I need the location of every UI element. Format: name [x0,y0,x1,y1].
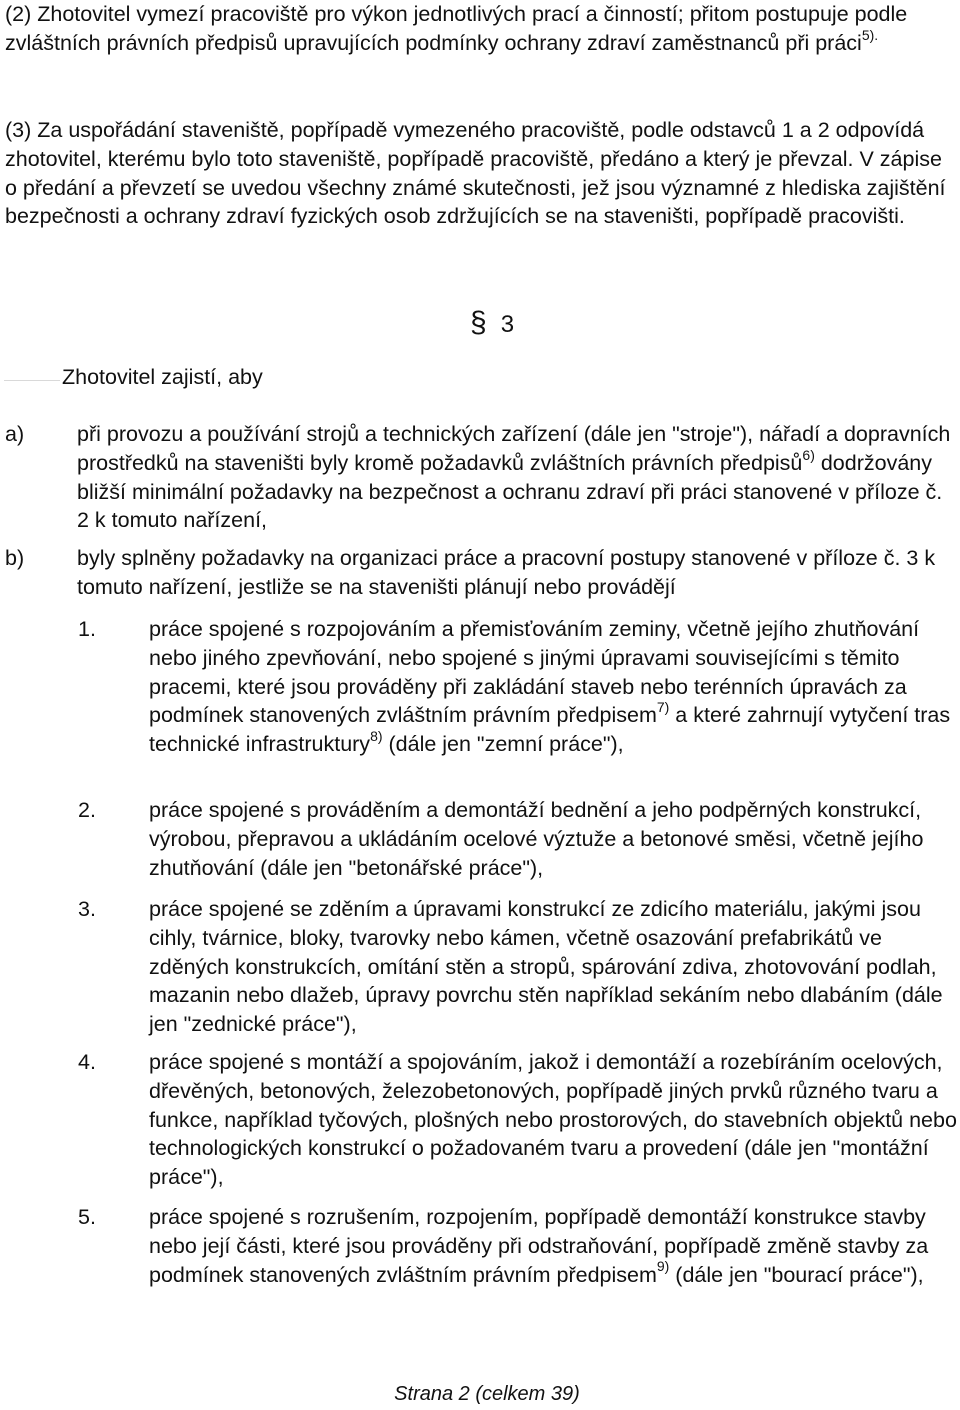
list-label: 5. [78,1205,96,1229]
section-number: 3 [500,311,515,338]
section-sign: § [470,306,487,339]
list-item-text: byly splněny požadavky na organizaci práce a pracovní postupy stanovené v příloze č. 3 k tomuto nařízení, jestliže se na staveništi plánují nebo provádějí [77,546,936,599]
paragraph-2 [5,0,955,58]
list-item-text [77,420,957,535]
list-label: 2. [78,798,96,822]
text-part: při provozu a používání strojů a technických zařízení (dále jen "stroje"), nářadí a dopravních prostředků na staveništi byly kromě požadavků zvláštních právních předpisů [77,422,951,475]
divider [4,380,60,381]
footnote-ref-5: 5). [861,26,879,43]
footnote-ref-9: 9) [656,1258,670,1275]
page-footer [0,1383,960,1406]
text-part: práce spojené s rozrušením, rozpojením, popřípadě demontáží konstrukce stavby nebo její části, které jsou prováděny při odstraňování, popřípadě změně stavby za podmínek stanovených zvláštním právním předpisem [149,1205,929,1287]
list-label: 3. [78,897,96,921]
page-number: Strana 2 (celkem 39) [394,1383,580,1405]
footnote-ref-7: 7) [656,699,670,716]
text-part: (dále jen "bourací práce"), [669,1262,924,1287]
section-heading [470,306,514,340]
list-item-text: práce spojené s montáží a spojováním, jakož i demontáží a rozebíráním ocelových, dřevěných, betonových, železobetonových, popřípadě jiných prvků různého tvaru a funkce, například tyčových, plošných nebo prostorových, do stavebních objektů nebo technologických konstrukcí o požadovaném tvaru a provedení (dále jen "montážní práce"), [149,1050,957,1190]
list-label: 4. [78,1050,96,1074]
paragraph-3 [5,116,955,231]
text-part: (dále jen "zemní práce"), [382,732,624,757]
list-label: a) [5,422,25,446]
text-part: a které zahrnují vytyčení tras technické infrastruktury [149,703,951,757]
section-intro: Zhotovitel zajistí, aby [62,365,263,389]
text-part: práce spojené s rozpojováním a přemisťováním zeminy, včetně jejího zhutňování nebo jiného zpevňování, nebo spojené s jinými úpravami souvisejícími s těmito pracemi, které jsou prováděny při zakládání staveb nebo terénních úpravách za podmínek stanovených zvláštním právním předpisem [149,617,920,728]
text-part: dodržovány bližší minimální požadavky na bezpečnost a ochranu zdraví při práci stanovené v příloze č. 2 k tomuto nařízení, [77,450,943,533]
paragraph-3-text: (3) Za uspořádání staveniště, popřípadě vymezeného pracoviště, podle odstavců 1 a 2 odpovídá zhotovitel, kterému bylo toto staveniště, popřípadě pracoviště, předáno a který je převzal. V zápise o předání a převzetí se uvedou všechny známé skutečnosti, jež jsou významné z hlediska zajištění bezpečnosti a ochrany zdraví fyzických osob zdržujících se na staveništi, popřípadě pracovišti. [5,118,946,229]
footnote-ref-6: 6) [802,446,815,463]
list-label: 1. [78,617,96,641]
footnote-ref-8: 8) [370,728,383,745]
list-label: b) [5,546,25,570]
list-item-text: práce spojené se zděním a úpravami konstrukcí ze zdicího materiálu, jakými jsou cihly, tvárnice, bloky, tvarovky nebo kámen, včetně osazování prefabrikátů ve zděných konstrukcích, omítání stěn a stropů, spárování zdiva, zhotovování podlah, mazanin nebo dlažeb, úpravy povrchu stěn například sekáním nebo dlabáním (dále jen "zednické práce"), [149,897,943,1037]
list-item-text [149,1203,959,1289]
list-item-text [149,615,959,759]
list-item-text: práce spojené s prováděním a demontáží bednění a jeho podpěrných konstrukcí, výrobou, přepravou a ukládáním ocelové výztuže a betonové směsi, včetně jejího zhutňování (dále jen "betonářské práce"), [149,798,924,880]
paragraph-2-text: (2) Zhotovitel vymezí pracoviště pro výkon jednotlivých prací a činností; přitom postupuje podle zvláštních právních předpisů upravujících podmínky ochrany zdraví zaměstnanců při práci [5,2,908,55]
